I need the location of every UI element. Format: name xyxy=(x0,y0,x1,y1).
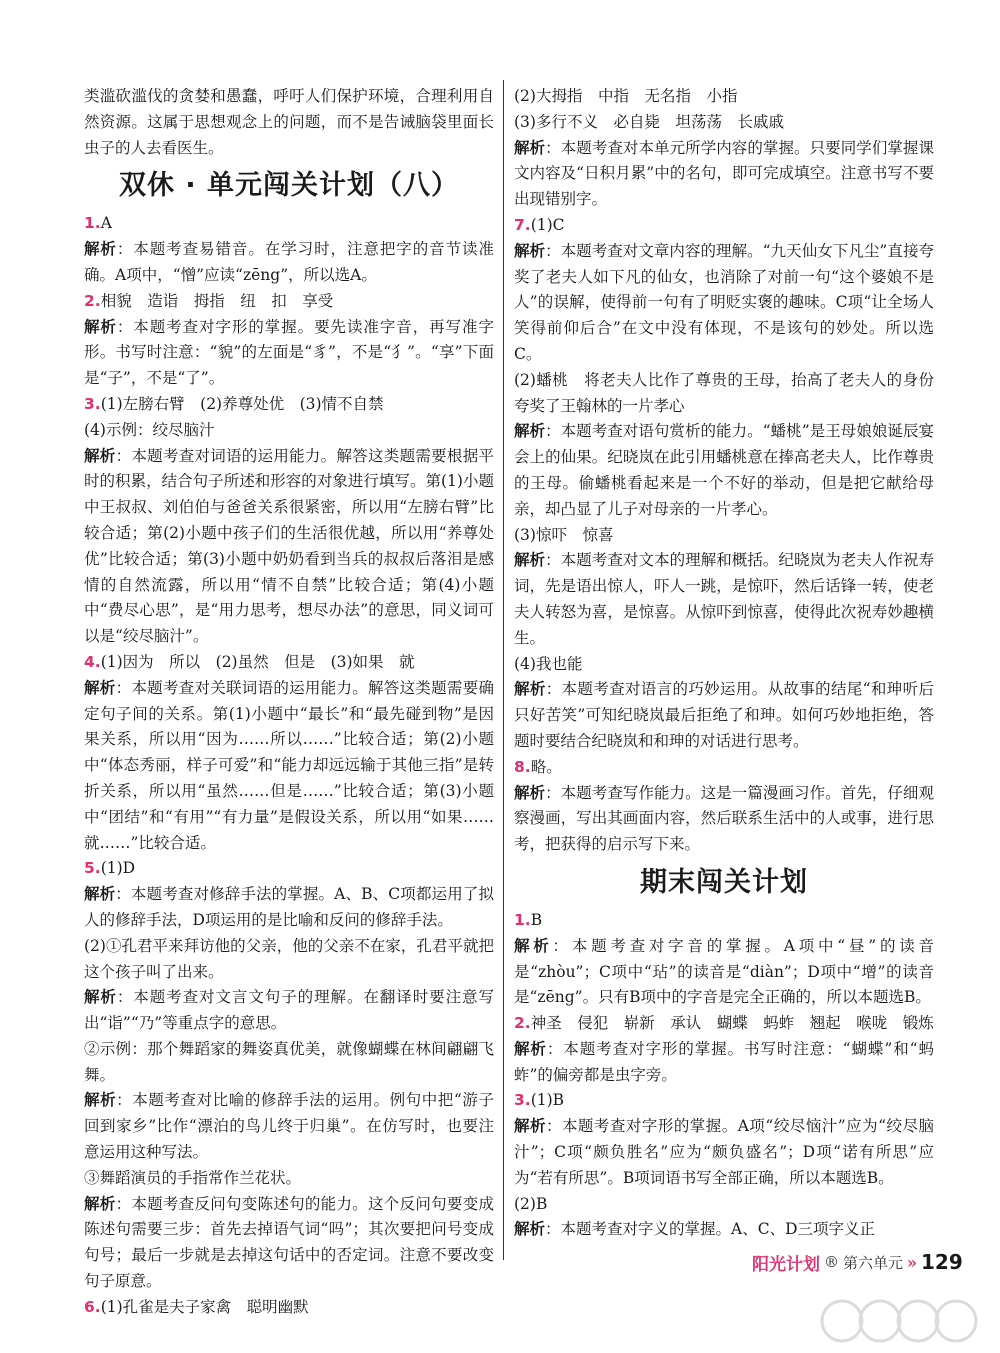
analysis-label: 解析 xyxy=(84,885,116,904)
watermark-icon xyxy=(820,1298,990,1344)
page-footer xyxy=(752,1247,963,1277)
question-answer xyxy=(514,213,934,239)
analysis-label: 解析 xyxy=(514,1117,546,1136)
analysis-text: ：本题考查对字形的掌握。A项“绞尽恼汁”应为“绞尽脑汁”；C项“颇负胜名”应为“颇负盛名”；D项“诺有所思”应为“若有所思”。B项词语书写全部正确，所以本题选B。 xyxy=(514,1117,934,1187)
analysis-paragraph xyxy=(514,239,934,368)
analysis-text: ：本题考查对比喻的修辞手法的运用。例句中把“游子回到家乡”比作“漂泊的鸟儿终于归巢”。在仿写时，也要注意运用这种写法。 xyxy=(84,1091,494,1162)
answer-text: A xyxy=(100,214,112,233)
question-answer xyxy=(84,211,494,237)
analysis-label: 解析 xyxy=(514,680,546,699)
answer-text: (1)左膀右臂 (2)养尊处优 (3)情不自禁 xyxy=(100,394,384,413)
page-number: 129 xyxy=(921,1250,963,1274)
analysis-label: 解析 xyxy=(84,317,117,336)
analysis-paragraph xyxy=(84,985,494,1037)
analysis-text: ：本题考查反问句变陈述句的能力。这个反问句要变成陈述句需要三步：首先去掉语气词“吗”；其次要把问号变成句号；最后一步就是去掉这句话中的否定词。注意不要改变句子原意。 xyxy=(84,1194,494,1291)
column-divider xyxy=(503,80,504,1260)
text-line: (2)大拇指 中指 无名指 小指 xyxy=(514,87,738,105)
question-number: 3. xyxy=(84,394,101,413)
analysis-text: ：本题考查对本单元所学内容的掌握。只要同学们掌握课文内容及“日积月累”中的名句，即可完成填空。注意书写不要出现错别字。 xyxy=(514,138,934,209)
analysis-text: ：本题考查对词语的运用能力。解答这类题需要根据平时的积累，结合句子所述和形容的对象进行填写。第(1)小题中王叔叔、刘伯伯与爸爸关系很紧密，所以用“左膀右臂”比较合适；第(2)小题中孩子们的生活很优越，所以用“养尊处优”比较合适；第(3)小题中奶奶看到当兵的叔叔后落泪是感情的自然流露，所以用“情不自禁”比较合适；第(4)小题中“费尽心思”，是“用力思考，想尽办法”的意思，同义词可以是“绞尽脑汁”。 xyxy=(84,446,494,646)
question-answer xyxy=(514,908,934,934)
left-column xyxy=(84,84,494,1321)
question-number: 6. xyxy=(84,1297,101,1316)
question-number: 8. xyxy=(514,757,531,776)
watermark-logo xyxy=(820,1298,990,1344)
analysis-label: 解析 xyxy=(84,446,116,465)
registered-mark: ® xyxy=(824,1253,839,1271)
answer-text: (1)因为 所以 (2)虽然 但是 (3)如果 就 xyxy=(100,652,415,671)
analysis-paragraph xyxy=(514,1114,934,1191)
question-answer xyxy=(84,650,494,676)
question-answer xyxy=(84,856,494,882)
analysis-label: 解析 xyxy=(84,1194,116,1213)
text-line: (2)蟠桃 将老夫人比作了尊贵的王母，抬高了老夫人的身份 夸奖了王翰林的一片孝心 xyxy=(514,370,950,415)
answer-text: 略。 xyxy=(530,757,562,776)
analysis-paragraph xyxy=(84,444,494,650)
analysis-text: ：本题考查对字义的掌握。A、C、D三项字义正 xyxy=(545,1220,875,1239)
analysis-paragraph xyxy=(84,676,494,857)
question-answer xyxy=(84,1295,494,1321)
answer-text: 相貌 造诣 拇指 纽 扣 享受 xyxy=(100,291,334,310)
analysis-paragraph xyxy=(514,677,934,754)
analysis-paragraph xyxy=(84,1192,494,1295)
analysis-paragraph xyxy=(514,934,934,1011)
question-number: 1. xyxy=(84,214,101,233)
text-line: (4)我也能 xyxy=(514,654,583,673)
section-heading: 期末闯关计划 xyxy=(640,866,808,898)
question-answer xyxy=(84,289,494,315)
text-line: ③舞蹈演员的手指常作兰花状。 xyxy=(84,1168,302,1187)
question-number: 3. xyxy=(514,1091,531,1110)
right-column xyxy=(514,84,950,1243)
question-number: 2. xyxy=(84,291,101,310)
question-number: 1. xyxy=(514,910,531,929)
text-line: (4)示例：绞尽脑汁 xyxy=(84,420,215,439)
analysis-paragraph xyxy=(84,315,494,392)
text-line: (2)B xyxy=(514,1194,548,1213)
unit-label: 第六单元 xyxy=(843,1253,904,1272)
answer-text: 神圣 侵犯 崭新 承认 蝴蝶 蚂蚱 翘起 喉咙 锻炼 xyxy=(530,1014,934,1033)
analysis-label: 解析 xyxy=(514,138,546,157)
analysis-text: ：本题考查易错音。在学习时，注意把字的音节读准确。A项中，“憎”应读“zēng”，所以选A。 xyxy=(84,240,494,284)
analysis-label: 解析 xyxy=(514,936,553,955)
analysis-text: ：本题考查对字音的掌握。A项中“昼”的读音是“zhòu”；C项中“玷”的读音是“diàn”；D项中“增”的读音是“zēng”。只有B项中的字音是完全正确的，所以本题选B。 xyxy=(514,936,934,1007)
question-answer xyxy=(514,1088,934,1114)
text-line: ②示例：那个舞蹈家的舞姿真优美，就像蝴蝶在林间翩翩飞舞。 xyxy=(84,1039,494,1084)
question-number: 5. xyxy=(84,859,101,878)
analysis-paragraph xyxy=(84,882,494,934)
answer-text: B xyxy=(530,910,543,929)
analysis-label: 解析 xyxy=(514,783,546,802)
brand-name: 阳光计划 xyxy=(752,1254,820,1275)
analysis-text: ：本题考查对修辞手法的掌握。A、B、C项都运用了拟人的修辞手法，D项运用的是比喻和反问的修辞手法。 xyxy=(84,885,494,929)
analysis-paragraph xyxy=(514,419,934,522)
question-number: 7. xyxy=(514,215,531,234)
text-line: 类滥砍滥伐的贪婪和愚蠢，呼吁人们保护环境，合理利用自然资源。这属于思想观念上的问题，而不是告诫脑袋里面长虫子的人去看医生。 xyxy=(84,87,494,157)
analysis-paragraph xyxy=(514,1217,934,1243)
text-line: (2)①孔君平来拜访他的父亲，他的父亲不在家，孔君平就把这个孩子叫了出来。 xyxy=(84,936,494,981)
analysis-paragraph xyxy=(84,1088,494,1165)
question-answer xyxy=(514,755,934,781)
analysis-label: 解析 xyxy=(84,240,117,259)
analysis-text: ：本题考查对字形的掌握。要先读准字音，再写准字形。书写时注意：“貌”的左面是“豸”，不是“犭”。“享”下面是“子”，不是“了”。 xyxy=(84,317,494,388)
answer-text: (1)C xyxy=(530,215,565,234)
answer-text: (1)D xyxy=(100,859,136,878)
analysis-label: 解析 xyxy=(84,988,117,1007)
analysis-paragraph xyxy=(514,1037,934,1089)
analysis-label: 解析 xyxy=(514,1220,546,1239)
analysis-label: 解析 xyxy=(514,551,546,570)
analysis-label: 解析 xyxy=(84,1091,117,1110)
analysis-text: ：本题考查对文章内容的理解。“九天仙女下凡尘”直接夸奖了老夫人如下凡的仙女，也消除了对前一句“这个婆娘不是人”的误解，使得前一句有了明贬实褒的趣味。C项“让全场人笑得前仰后合”在文中没有体现，不是该句的妙处。所以选C。 xyxy=(514,241,934,363)
question-number: 2. xyxy=(514,1014,531,1033)
question-answer xyxy=(84,392,494,418)
answer-text: (1)孔雀是夫子家禽 聪明幽默 xyxy=(100,1297,309,1316)
analysis-text: ：本题考查写作能力。这是一篇漫画习作。首先，仔细观察漫画，写出其画面内容，然后联系生活中的人或事，进行思考，把获得的启示写下来。 xyxy=(514,783,934,854)
analysis-text: ：本题考查对文本的理解和概括。纪晓岚为老夫人作祝寿词，先是语出惊人，吓人一跳，是惊吓，然后话锋一转，使老夫人转怒为喜，是惊喜。从惊吓到惊喜，使得此次祝寿妙趣横生。 xyxy=(514,551,934,647)
analysis-label: 解析 xyxy=(514,422,546,441)
analysis-paragraph xyxy=(514,781,934,858)
analysis-label: 解析 xyxy=(514,1039,547,1058)
analysis-label: 解析 xyxy=(84,678,116,697)
question-number: 4. xyxy=(84,652,101,671)
answer-text: (1)B xyxy=(530,1091,565,1110)
question-answer xyxy=(514,1011,934,1037)
analysis-text: ：本题考查对语句赏析的能力。“蟠桃”是王母娘娘诞辰宴会上的仙果。纪晓岚在此引用蟠桃意在捧高老夫人，比作尊贵的王母。偷蟠桃看起来是一个不好的举动，但是把它献给母亲，却凸显了儿子对母亲的一片孝心。 xyxy=(514,422,934,518)
analysis-text: ：本题考查对文言文句子的理解。在翻译时要注意写出“诣”“乃”等重点字的意思。 xyxy=(84,988,494,1033)
analysis-text: ：本题考查对关联词语的运用能力。解答这类题需要确定句子间的关系。第(1)小题中“最长”和“最先碰到物”是因果关系，所以用“因为……所以……”比较合适；第(2)小题中“体态秀丽，样子可爱”和“能力却远远输于其他三指”是转折关系，所以用“虽然……但是……”比较合适；第(3)小题中“团结”和“有用”“有力量”是假设关系，所以用“如果……就……”比较合适。 xyxy=(84,678,494,852)
chevron-icon: » xyxy=(907,1252,918,1272)
analysis-text: ：本题考查对语言的巧妙运用。从故事的结尾“和珅听后只好苦笑”可知纪晓岚最后拒绝了和珅。如何巧妙地拒绝，答题时要结合纪晓岚和和珅的对话进行思考。 xyxy=(514,680,934,750)
analysis-paragraph xyxy=(514,548,934,651)
analysis-text: ：本题考查对字形的掌握。书写时注意：“蝴蝶”和“蚂蚱”的偏旁都是虫字旁。 xyxy=(514,1039,934,1084)
analysis-label: 解析 xyxy=(514,241,546,260)
text-line: (3)惊吓 惊喜 xyxy=(514,525,614,544)
text-line: (3)多行不义 必自毙 坦荡荡 长戚戚 xyxy=(514,112,784,131)
analysis-paragraph xyxy=(84,237,494,289)
analysis-paragraph xyxy=(514,136,934,213)
section-heading: 双休 · 单元闯关计划（八） xyxy=(118,170,460,202)
